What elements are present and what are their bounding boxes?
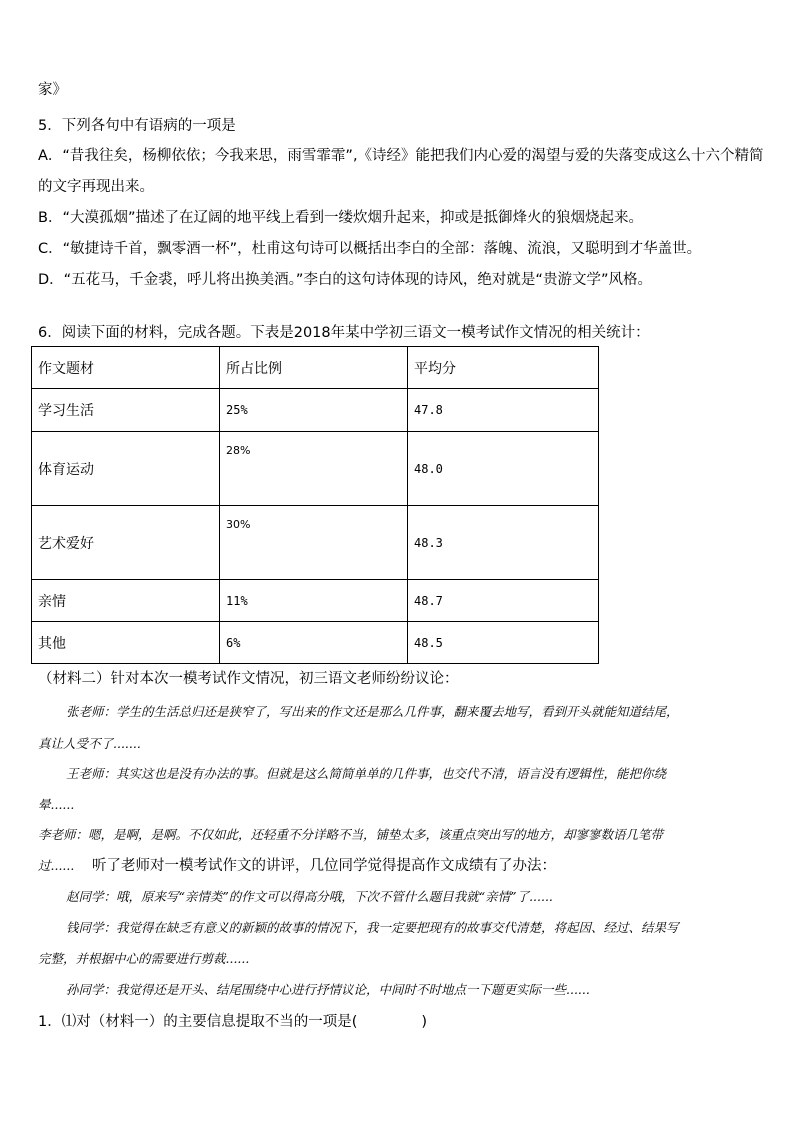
teacher-zhang-line-2: 真让人受不了....... — [38, 736, 141, 751]
ratio-cell: 11% — [220, 580, 408, 622]
teacher-li-line-1: 李老师：嗯，是啊，是啊。不仅如此，还轻重不分详略不当，铺垫太多，该重点突出写的地方，却寥寥数语几笔带 — [38, 827, 664, 842]
sub-question-1-stem: 1．⑴对（材料一）的主要信息提取不当的一项是( — [38, 1014, 358, 1030]
option-b: B．“大漠孤烟”描述了在辽阔的地平线上看到一缕炊烟升起来，抑或是抵御烽火的狼烟烧起来。 — [38, 210, 643, 226]
topic-cell: 其他 — [32, 622, 220, 664]
teacher-wang-line-2: 晕...... — [38, 797, 75, 812]
top-fragment: 家》 — [38, 82, 67, 98]
average-cell: 47.8 — [408, 389, 599, 432]
topic-cell: 艺术爱好 — [32, 506, 220, 580]
table-row — [32, 580, 599, 622]
option-c: C．“敏捷诗千首，飘零酒一杯”，杜甫这句诗可以概括出李白的全部：落魄、流浪，又聪明到才华盖世。 — [38, 241, 702, 257]
ratio-value: 28% — [226, 444, 251, 457]
average-cell: 48.5 — [408, 622, 599, 664]
ratio-cell: 25% — [220, 389, 408, 432]
table-header-cell: 作文题材 — [32, 347, 220, 389]
topic-cell: 体育运动 — [32, 432, 220, 506]
table-header-cell: 平均分 — [408, 347, 599, 389]
material-2-intro: （材料二）针对本次一模考试作文情况，初三语文老师纷纷议论： — [38, 671, 459, 687]
ratio-cell — [220, 432, 408, 506]
option-a-line-1: A．“昔我往矣，杨柳依依；今我来思，雨雪霏霏”,《诗经》能把我们内心爱的渴望与爱的失落变成这么十六个精简 — [38, 148, 764, 164]
average-cell: 48.7 — [408, 580, 599, 622]
topic-cell: 学习生活 — [32, 389, 220, 432]
student-qian-line-2: 完整，并根据中心的需要进行剪裁...... — [38, 951, 250, 966]
student-zhao: 赵同学：哦，原来写“亲情类”的作文可以得高分哦，下次不管什么题目我就“亲情”了...... — [66, 889, 553, 904]
table-header-cell: 所占比例 — [220, 347, 408, 389]
ratio-cell: 6% — [220, 622, 408, 664]
ratio-value: 30% — [226, 518, 251, 531]
table-row — [32, 506, 599, 580]
ratio-cell — [220, 506, 408, 580]
sub-question-1-close: ) — [421, 1014, 428, 1030]
student-sun: 孙同学：我觉得还是开头、结尾围绕中心进行抒情议论，中间时不时地点一下题更实际一些...... — [66, 982, 590, 997]
average-cell: 48.0 — [408, 432, 599, 506]
option-a-line-2: 的文字再现出来。 — [38, 179, 154, 195]
option-d: D．“五花马，千金裘，呼儿将出换美酒。”李白的这句诗体现的诗风，绝对就是“贵游文学”风格。 — [38, 272, 652, 288]
topic-cell: 亲情 — [32, 580, 220, 622]
table-header-row — [32, 347, 599, 389]
table-row — [32, 622, 599, 664]
statistics-table — [31, 346, 599, 664]
teacher-wang-line-1: 王老师：其实这也是没有办法的事。但就是这么简简单单的几件事，也交代不清，语言没有逻辑性，能把你绕 — [66, 766, 667, 781]
teacher-zhang-line-1: 张老师：学生的生活总归还是狭窄了，写出来的作文还是那么几件事，翻来覆去地写，看到开头就能知道结尾， — [66, 704, 679, 719]
table-row — [32, 432, 599, 506]
question-5-stem: 5．下列各句中有语病的一项是 — [38, 118, 236, 134]
students-intro: 听了老师对一模考试作文的讲评，几位同学觉得提高作文成绩有了办法： — [92, 858, 556, 874]
table-row — [32, 389, 599, 432]
average-cell: 48.3 — [408, 506, 599, 580]
sub-question-1 — [38, 1012, 427, 1032]
question-6-stem: 6．阅读下面的材料，完成各题。下表是2018年某中学初三语文一模考试作文情况的相关统计： — [38, 325, 650, 341]
student-qian-line-1: 钱同学：我觉得在缺乏有意义的新颖的故事的情况下，我一定要把现有的故事交代清楚，将起因、经过、结果写 — [66, 920, 679, 935]
teacher-li-line-2: 过...... — [38, 858, 75, 873]
